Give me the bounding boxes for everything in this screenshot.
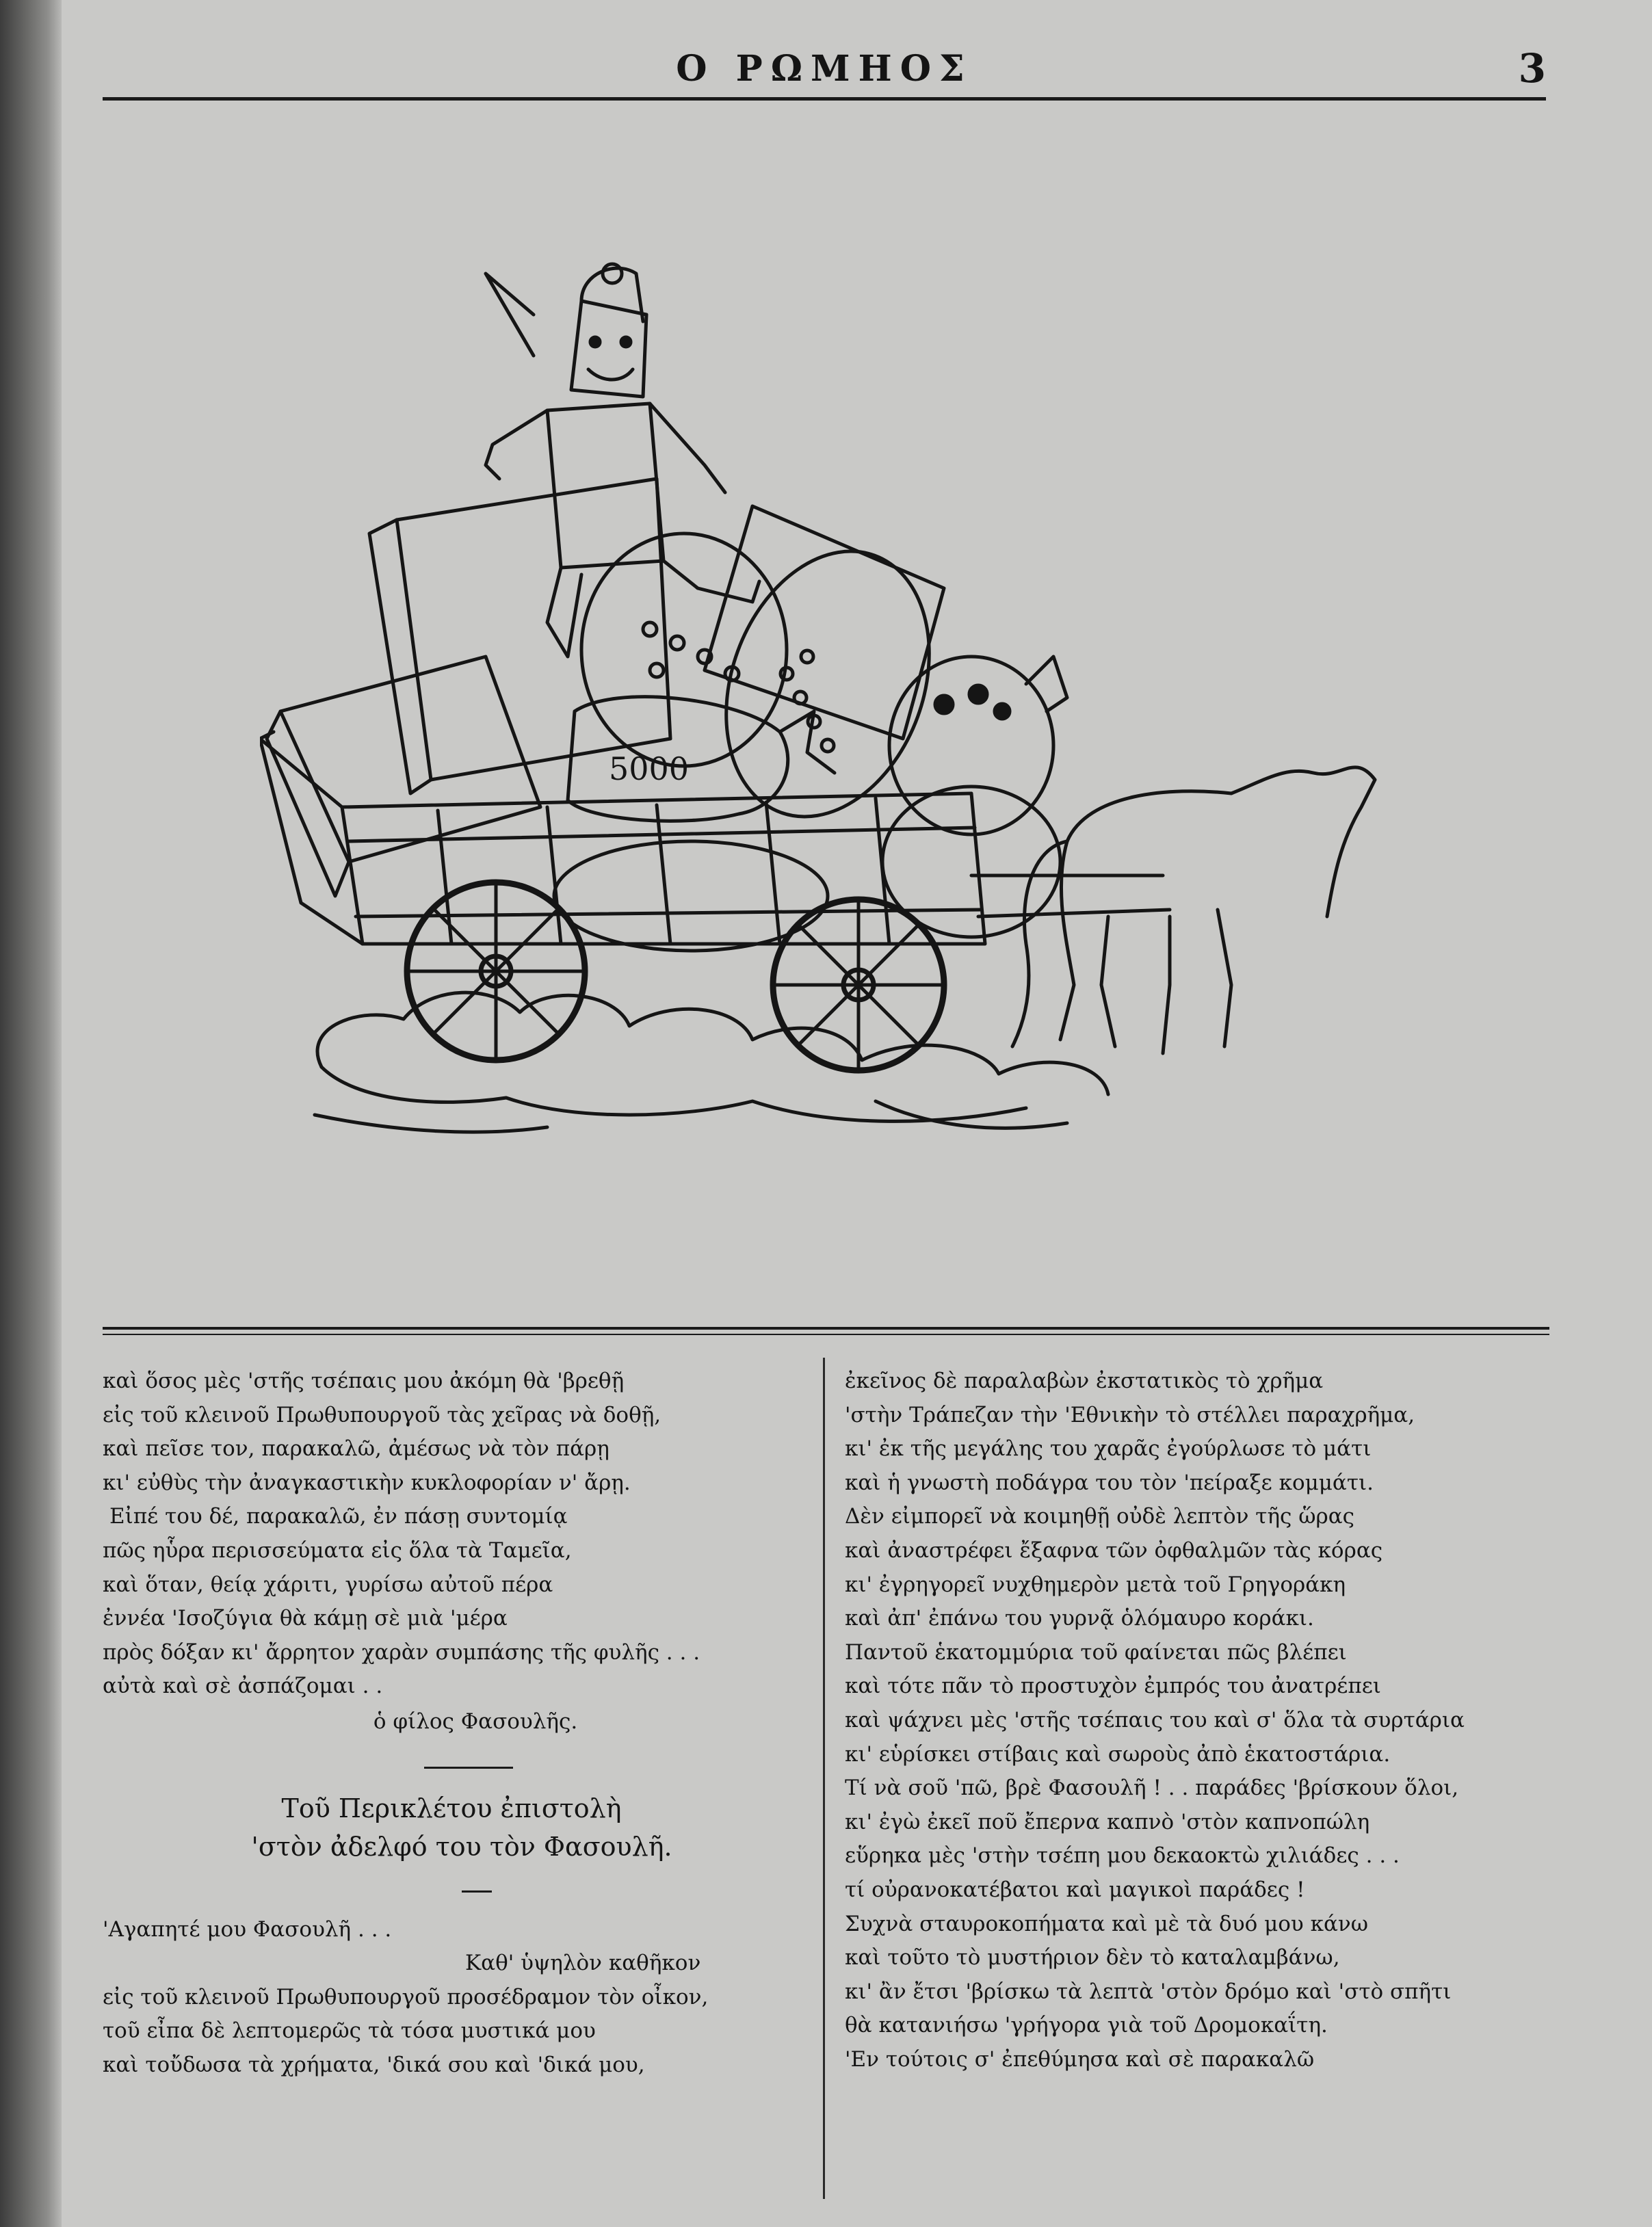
letter-line: τοῦ εἶπα δὲ λεπτομερῶς τὰ τόσα μυστικά μου xyxy=(103,2018,596,2044)
page-number: 3 xyxy=(1518,45,1546,92)
letter-line: εἰς τοῦ κλεινοῦ Πρωθυπουργοῦ προσέδραμον τὸν οἶκον, xyxy=(103,1984,709,2009)
letter-line: Δὲν εἰμπορεῖ νὰ κοιμηθῇ οὐδὲ λεπτὸν τῆς ὥρας xyxy=(845,1504,1355,1529)
letter-line: 'στὴν Τράπεζαν τὴν 'Εθνικὴν τὸ στέλλει παραχρῆμα, xyxy=(845,1402,1415,1427)
letter-line: καὶ ψάχνει μὲς 'στῆς τσέπαις του καὶ σ' ὅλα τὰ συρτάρια xyxy=(845,1707,1465,1732)
letter-line: ἐκεῖνος δὲ παραλαβὼν ἐκστατικὸς τὸ χρῆμα xyxy=(845,1369,1324,1393)
section-rule-bottom xyxy=(103,1334,1549,1335)
letter-line: καὶ ἀναστρέφει ἔξαφνα τῶν ὀφθαλμῶν τὰς κόρας xyxy=(845,1538,1383,1563)
letter-heading xyxy=(103,1789,800,1866)
letter-line: Τί νὰ σοῦ 'πῶ, βρὲ Φασουλῆ ! . . παράδες 'βρίσκουν ὅλοι, xyxy=(845,1776,1459,1801)
poem-line: εἰς τοῦ κλεινοῦ Πρωθυπουργοῦ τὰς χεῖρας νὰ δοθῇ, xyxy=(103,1402,661,1427)
letter-line: κι' ἐκ τῆς μεγάλης του χαρᾶς ἐγούρλωσε τὸ μάτι xyxy=(845,1436,1372,1462)
section-rule-top xyxy=(103,1327,1549,1330)
letter-line: καὶ τότε πᾶν τὸ προστυχὸν ἐμπρός του ἀνατρέπει xyxy=(845,1674,1381,1699)
letter-line: καὶ ἀπ' ἐπάνω του γυρνᾷ ὁλόμαυρο κοράκι. xyxy=(845,1606,1314,1631)
cart-cartoon-illustration xyxy=(260,260,1409,1183)
poem-line: καὶ ὅσος μὲς 'στῆς τσέπαις μου ἀκόμη θὰ 'βρεθῇ xyxy=(103,1369,625,1393)
letter-line: θὰ κατανιήσω 'γρήγορα γιὰ τοῦ Δρομοκαΐτη. xyxy=(845,2013,1328,2038)
letter-line: κι' ἐγρηγορεῖ νυχθημερὸν μετὰ τοῦ Γρηγοράκη xyxy=(845,1572,1346,1597)
book-spine-shadow xyxy=(0,0,62,2227)
letter-heading-line1: Τοῦ Περικλέτου ἐπιστολὴ xyxy=(281,1793,622,1823)
poem-line: κι' εὐθὺς τὴν ἀναγκαστικὴν κυκλοφορίαν ν' ἄρῃ. xyxy=(103,1470,631,1495)
signature: ὁ φίλος Φασουλῆς. xyxy=(373,1709,578,1734)
salutation: 'Αγαπητέ μου Φασουλῆ . . . xyxy=(103,1916,392,1942)
letter-line: εὕρηκα μὲς 'στὴν τσέπη μου δεκαοκτὼ χιλιάδες . . . xyxy=(845,1843,1400,1869)
salutation-continued: Καθ' ὑψηλὸν καθῆκον xyxy=(465,1951,701,1976)
poem-line: ἐννέα 'Ισοζύγια θὰ κάμῃ σὲ μιὰ 'μέρα xyxy=(103,1606,508,1631)
poem-line: αὐτὰ καὶ σὲ ἀσπάζομαι . . xyxy=(103,1674,383,1699)
masthead xyxy=(103,45,1546,96)
letter-line: καὶ τοῦτο τὸ μυστήριον δὲν τὸ καταλαμβάνω, xyxy=(845,1945,1340,1971)
letter-line: καὶ ἡ γνωστὴ ποδάγρα του τὸν 'πείραξε κομμάτι. xyxy=(845,1470,1374,1495)
letter-line: Παντοῦ ἑκατομμύρια τοῦ φαίνεται πῶς βλέπει xyxy=(845,1639,1347,1665)
poem-line: πρὸς δόξαν κι' ἄρρητον χαρὰν συμπάσης τῆς φυλῆς . . . xyxy=(103,1639,700,1665)
poem-line: καὶ ὅταν, θείᾳ χάριτι, γυρίσω αὐτοῦ πέρα xyxy=(103,1572,553,1597)
poem-line: καὶ πεῖσε τον, παρακαλῶ, ἀμέσως νὰ τὸν πάρῃ xyxy=(103,1436,609,1462)
poem-line: πῶς ηὗρα περισσεύματα εἰς ὅλα τὰ Ταμεῖα, xyxy=(103,1538,572,1563)
newspaper-title: Ο ΡΩΜΗΟΣ xyxy=(676,48,973,90)
header-rule xyxy=(103,97,1546,101)
left-column xyxy=(103,1365,800,2083)
letter-line: κι' εὑρίσκει στίβαις καὶ σωροὺς ἀπὸ ἑκατοστάρια. xyxy=(845,1741,1391,1767)
money-bag-label: 5000 xyxy=(609,750,690,787)
separator-rule xyxy=(424,1767,513,1769)
letter-line: κι' ἂν ἔτσι 'βρίσκω τὰ λεπτὰ 'στὸν δρόμο καὶ 'στὸ σπῆτι xyxy=(845,1979,1452,2004)
right-column xyxy=(845,1365,1556,2077)
heading-dash xyxy=(462,1890,492,1893)
letter-line: κι' ἐγὼ ἐκεῖ ποῦ ἔπερνα καπνὸ 'στὸν καπνοπώλη xyxy=(845,1809,1370,1834)
letter-line: τί οὐρανοκατέβατοι καὶ μαγικοὶ παράδες ! xyxy=(845,1877,1305,1902)
letter-line: Συχνὰ σταυροκοπήματα καὶ μὲ τὰ δυό μου κάνω xyxy=(845,1911,1369,1936)
letter-line: καὶ τοὔδωσα τὰ χρήματα, 'δικά σου καὶ 'δικά μου, xyxy=(103,2052,645,2077)
letter-line: 'Εν τούτοις σ' ἐπεθύμησα καὶ σὲ παρακαλῶ xyxy=(845,2046,1315,2072)
poem-line: Εἰπέ του δέ, παρακαλῶ, ἐν πάσῃ συντομίᾳ xyxy=(109,1504,568,1529)
column-divider xyxy=(823,1358,825,2199)
letter-heading-line2: 'στὸν ἀδελφό του τὸν Φασουλῆ. xyxy=(251,1831,672,1862)
